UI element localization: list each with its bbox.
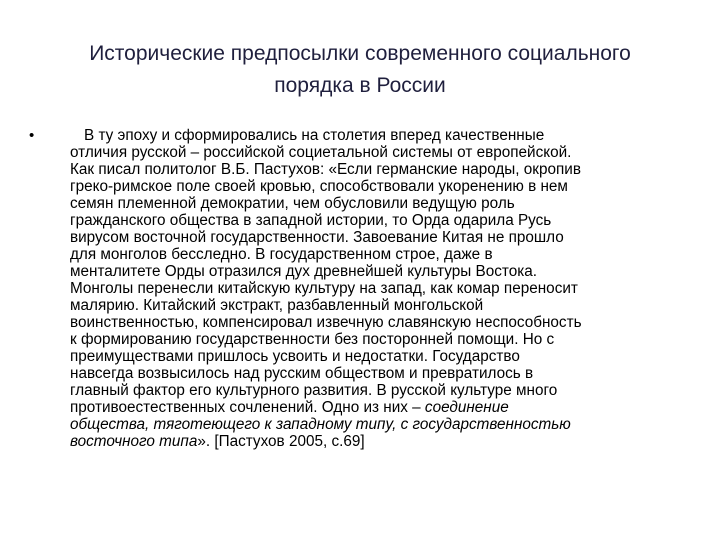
body-line: воинственностью, компенсировал извечную славянскую неспособность xyxy=(70,314,582,331)
body-line: отличия русской – российской социетальной системы от европейской. xyxy=(70,144,572,161)
body-line: вирусом восточной государственности. Завоевание Китая не прошло xyxy=(70,229,564,246)
italic-phrase: соединение xyxy=(424,399,509,416)
body-line-text: противоестественных сочленений. Одно из них – xyxy=(70,399,421,416)
body-line: греко-римское поле своей кровью, способствовали укоренению в нем xyxy=(70,178,568,195)
italic-line xyxy=(70,416,710,433)
closing-line xyxy=(70,433,710,450)
body-text xyxy=(70,127,710,450)
body-line: менталитете Орды отразился дух древнейшей культуры Востока. xyxy=(70,263,538,280)
body-line: преимуществами пришлось усвоить и недостатки. Государство xyxy=(70,348,520,365)
body-line: навсегда возвысилось над русским обществом и превратилось в xyxy=(70,365,534,382)
body-line: Монголы перенесли китайскую культуру на запад, как комар переносит xyxy=(70,280,578,297)
body-line: главный фактор его культурного развития. В русской культуре много xyxy=(70,382,558,399)
title-line-1: Исторические предпосылки современного социального xyxy=(89,42,631,65)
body-line: семян племенной демократии, чем обусловили ведущую роль xyxy=(70,195,515,212)
title-line-2: порядка в России xyxy=(274,74,446,97)
body-line: В ту эпоху и сформировались на столетия вперед качественные xyxy=(84,127,545,144)
body-line: Как писал политолог В.Б. Пастухов: «Если германские народы, окропив xyxy=(70,161,581,178)
slide-title xyxy=(40,38,680,102)
citation: ». [Пастухов 2005, с.69] xyxy=(197,433,365,450)
bullet-marker: • xyxy=(29,127,35,144)
body-line: для монголов бесследно. В государственном строе, даже в xyxy=(70,246,493,263)
body-line-with-italic xyxy=(70,399,710,416)
body-line: гражданского общества в западной истории, то Орда одарила Русь xyxy=(70,212,552,229)
italic-phrase: восточного типа xyxy=(70,433,198,450)
body-line: к формированию государственности без посторонней помощи. Но с xyxy=(70,331,555,348)
body-line: малярию. Китайский экстракт, разбавленный монгольской xyxy=(70,297,484,314)
italic-phrase: общества, тяготеющего к западному типу, с государственностью xyxy=(70,416,571,433)
